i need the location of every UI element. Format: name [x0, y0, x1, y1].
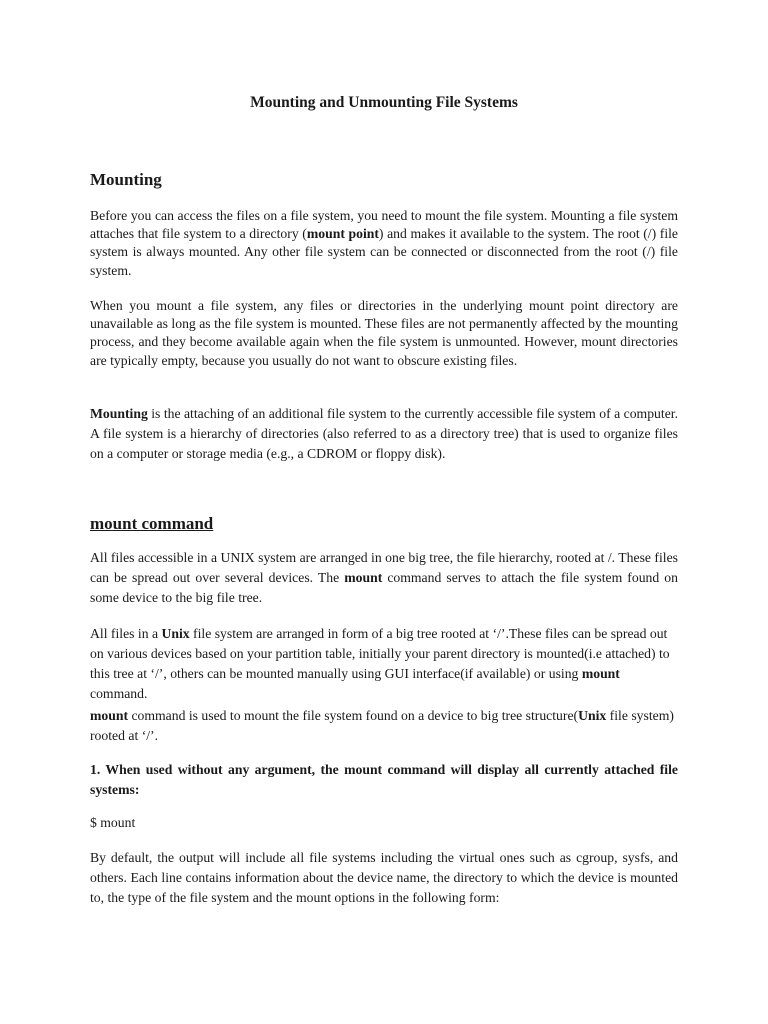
text-run: ) and makes it available to the system. The root (/) file system is always mounted. Any other file system can be connected or disconnected from the root (/) file system.	[90, 226, 679, 278]
text-run: Before you can access the files on a file system, you need to mount the file system. Mounting a file system attaches that file system to a directory (	[90, 208, 678, 242]
bold-text-run: 1. When used without any argument, the mount command will display all currently attached file systems:	[90, 762, 678, 797]
heading-mount-command: mount command	[90, 514, 214, 533]
text-run: All files in a	[90, 626, 162, 641]
heading-mounting: Mounting	[90, 170, 162, 189]
code-mount-example	[90, 814, 678, 832]
text-run: file system are arranged in form of a big tree rooted at ‘/’.These files can be spread out on various devices based on your partition table, initially your parent directory is mounted(i.e attached) to this tree at ‘/’, others can be mounted manually using GUI interface(if available) or using	[90, 626, 670, 681]
text-run: By default, the output will include all file systems including the virtual ones such as cgroup, sysfs, and others. Each line contains information about the device name, the directory to which the device is mounted to, the type of the file system and the mount options in the following form:	[90, 850, 678, 905]
text-run: command is used to mount the file system found on a device to big tree structure(	[128, 708, 579, 723]
bold-text-run: mount	[344, 570, 383, 585]
paragraph-mounting-definition	[90, 404, 678, 464]
document-title: Mounting and Unmounting File Systems	[250, 94, 518, 111]
bold-text-run: Mounting	[90, 406, 148, 421]
bold-text-run: mount	[90, 708, 129, 723]
text-run: All files accessible in a UNIX system are arranged in one big tree, the file hierarchy, rooted at /. These files can be spread out over several devices. The	[90, 550, 678, 585]
text-run: file system) rooted at ‘/’.	[90, 708, 674, 743]
paragraph-intro	[90, 207, 678, 280]
text-run: command.	[90, 686, 148, 701]
paragraph-mount-usage	[90, 706, 678, 746]
paragraph-mount-point-effects	[90, 297, 678, 370]
bold-text-run: mount point	[306, 226, 379, 242]
paragraph-default-output	[90, 848, 678, 908]
bold-text-run: Unix	[161, 626, 190, 641]
text-run: When you mount a file system, any files or directories in the underlying mount point directory are unavailable as long as the file system is mounted. These files are not permanently affected by the mounting process, and they become available again when the file system is unmounted. However, mount directories are typically empty, because you usually do not want to obscure existing files.	[90, 298, 678, 368]
bold-text-run: mount	[581, 666, 620, 681]
text-run: $ mount	[90, 815, 136, 830]
paragraph-unix-tree	[90, 548, 678, 608]
paragraph-no-argument	[90, 760, 678, 800]
text-run: command serves to attach the file system found on some device to the big file tree.	[90, 570, 678, 605]
text-run: is the attaching of an additional file system to the currently accessible file system of a computer. A file system is a hierarchy of directories (also referred to as a directory tree) that is used to organize files on a computer or storage media (e.g., a CDROM or floppy disk).	[90, 406, 678, 461]
bold-text-run: Unix	[578, 708, 607, 723]
paragraph-unix-filesystem	[90, 624, 678, 704]
